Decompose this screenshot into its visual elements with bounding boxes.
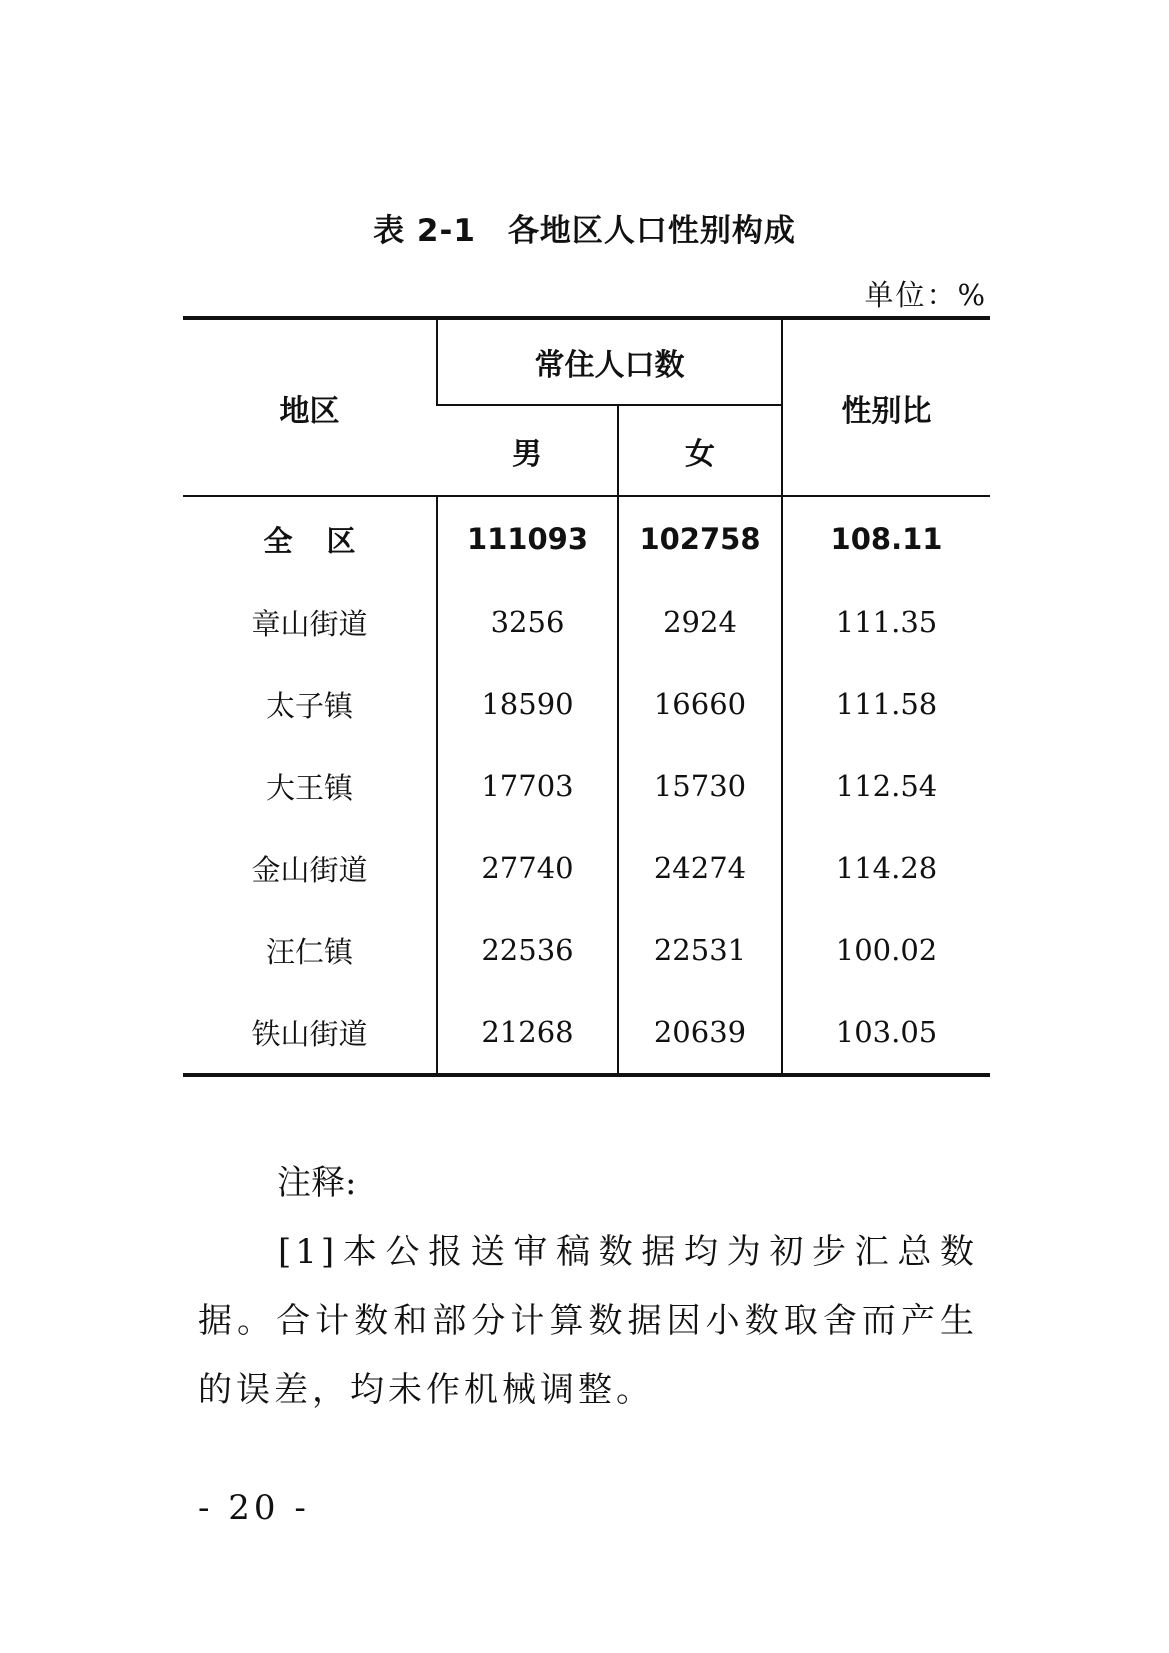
female-cell: 22531 [618, 909, 782, 991]
table-row [183, 827, 990, 909]
ratio-cell: 111.58 [782, 663, 990, 745]
female-cell: 24274 [618, 827, 782, 909]
table-row [183, 745, 990, 827]
ratio-cell: 100.02 [782, 909, 990, 991]
male-cell: 21268 [437, 991, 618, 1075]
ratio-cell: 111.35 [782, 581, 990, 663]
male-cell: 27740 [437, 827, 618, 909]
ratio-cell: 112.54 [782, 745, 990, 827]
region-cell: 汪仁镇 [265, 934, 353, 969]
female-cell: 15730 [618, 745, 782, 827]
header-region: 地区 [279, 393, 340, 429]
region-cell: 太子镇 [265, 688, 353, 723]
table-title: 表 2-1 各地区人口性别构成 [373, 213, 796, 249]
table-row [183, 581, 990, 663]
ratio-cell: 108.11 [782, 496, 990, 581]
male-cell: 17703 [437, 745, 618, 827]
unit-label: 单位：% [864, 278, 987, 312]
male-cell: 18590 [437, 663, 618, 745]
table-row [183, 991, 990, 1075]
header-population-group: 常住人口数 [437, 318, 782, 405]
female-cell: 2924 [618, 581, 782, 663]
table-row-total [183, 496, 990, 581]
region-cell: 章山街道 [251, 606, 368, 641]
region-cell: 金山街道 [251, 852, 368, 887]
header-female: 女 [618, 405, 782, 496]
male-cell: 3256 [437, 581, 618, 663]
region-cell: 全区 [263, 523, 390, 558]
ratio-cell: 114.28 [782, 827, 990, 909]
table-row [183, 663, 990, 745]
female-cell: 20639 [618, 991, 782, 1075]
population-sex-table [183, 316, 990, 1077]
header-male: 男 [512, 436, 542, 472]
notes-body: [1]本公报送审稿数据均为初步汇总数据。合计数和部分计算数据因小数取舍而产生的误差，均未作机械调整。 [198, 1232, 978, 1410]
region-cell: 大王镇 [265, 770, 353, 805]
male-cell: 111093 [437, 496, 618, 581]
header-sex-ratio: 性别比 [782, 318, 990, 496]
female-cell: 16660 [618, 663, 782, 745]
notes-title: 注释: [277, 1163, 357, 1203]
ratio-cell: 103.05 [782, 991, 990, 1075]
female-cell: 102758 [618, 496, 782, 581]
region-cell: 铁山街道 [251, 1016, 368, 1051]
male-cell: 22536 [437, 909, 618, 991]
table-row [183, 909, 990, 991]
page-number: - 20 - [198, 1488, 310, 1528]
